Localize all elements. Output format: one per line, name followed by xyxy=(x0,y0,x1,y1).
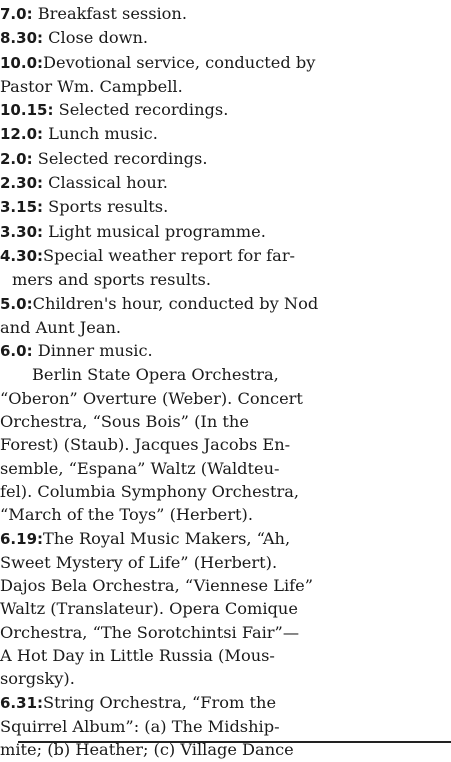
programme-entry-0330 xyxy=(0,220,445,244)
programme-entry-0230 xyxy=(0,171,445,195)
entry-text-continued: Dajos Bela Orchestra, “Viennese Life” xyxy=(0,576,313,596)
radio-programme-column xyxy=(0,2,445,762)
entry-text-continued: sorgsky). xyxy=(0,669,75,689)
entry-text-continued: mers and sports results. xyxy=(12,270,212,290)
entry-text: Devotional service, conducted by xyxy=(43,52,316,72)
programme-entry-0315 xyxy=(0,195,445,219)
entry-time: 6.0: xyxy=(0,342,33,361)
entry-text: Children's hour, conducted by Nod xyxy=(32,293,319,313)
entry-time: 2.30: xyxy=(0,174,44,193)
detail-line: Forest) (Staub). Jacques Jacobs En- xyxy=(0,435,291,455)
entry-time: 6.19: xyxy=(0,529,44,548)
detail-line: Berlin State Opera Orchestra, xyxy=(32,365,279,385)
dinner-music-details xyxy=(0,363,445,526)
programme-entry-1015 xyxy=(0,98,445,122)
entry-text-continued: Orchestra, “The Sorotchintsi Fair”— xyxy=(0,622,300,642)
entry-time: 8.30: xyxy=(0,29,44,48)
programme-entry-0500 xyxy=(0,292,445,340)
detail-line: “Oberon” Overture (Weber). Concert xyxy=(0,388,303,408)
entry-time: 7.0: xyxy=(0,5,33,23)
entry-text: Special weather report for far- xyxy=(43,245,296,265)
programme-entry-1000 xyxy=(0,51,445,99)
programme-entry-0631 xyxy=(0,691,445,762)
entry-time: 3.15: xyxy=(0,198,44,217)
programme-entry-0600 xyxy=(0,339,445,363)
detail-line: Orchestra, “Sous Bois” (In the xyxy=(0,412,249,432)
entry-text: Classical hour. xyxy=(48,173,168,193)
entry-text: Sports results. xyxy=(48,197,169,217)
programme-entry-0619 xyxy=(0,527,445,691)
entry-text-continued: Squirrel Album”: (a) The Midship- xyxy=(0,716,280,736)
entry-text: Selected recordings. xyxy=(58,100,229,120)
programme-entry-0200 xyxy=(0,147,445,171)
entry-time: 4.30: xyxy=(0,246,44,265)
entry-text: Selected recordings. xyxy=(37,148,208,168)
programme-entry-0830 xyxy=(0,26,445,50)
entry-text-continued: and Aunt Jean. xyxy=(0,317,122,337)
detail-line: “March of the Toys” (Herbert). xyxy=(0,505,253,525)
entry-time: 10.15: xyxy=(0,101,54,120)
entry-time: 12.0: xyxy=(0,125,44,144)
entry-time: 2.0: xyxy=(0,149,33,168)
entry-text: The Royal Music Makers, “Ah, xyxy=(43,528,291,548)
entry-text-continued: mite; (b) Heather; (c) Village Dance xyxy=(0,740,294,760)
column-divider-rule xyxy=(18,741,451,743)
programme-entry-0700 xyxy=(0,2,445,26)
entry-text: Light musical programme. xyxy=(48,221,266,241)
programme-entry-0430 xyxy=(0,244,445,292)
programme-entry-1200 xyxy=(0,122,445,146)
entry-text: Close down. xyxy=(48,28,149,48)
detail-line: fel). Columbia Symphony Orchestra, xyxy=(0,481,300,501)
entry-time: 3.30: xyxy=(0,222,44,241)
entry-text: String Orchestra, “From the xyxy=(43,692,277,712)
entry-text-continued: A Hot Day in Little Russia (Mous- xyxy=(0,646,275,666)
entry-text-continued: Sweet Mystery of Life” (Herbert). xyxy=(0,552,278,572)
entry-text: Breakfast session. xyxy=(37,4,188,23)
entry-text: Lunch music. xyxy=(48,124,158,144)
entry-text-continued: Pastor Wm. Campbell. xyxy=(0,76,183,96)
detail-line: semble, “Espana” Waltz (Waldteu- xyxy=(0,458,280,478)
entry-time: 5.0: xyxy=(0,294,33,313)
entry-text-continued: Waltz (Translateur). Opera Comique xyxy=(0,599,298,619)
entry-time: 6.31: xyxy=(0,693,44,712)
entry-time: 10.0: xyxy=(0,53,44,72)
entry-text: Dinner music. xyxy=(37,341,153,361)
